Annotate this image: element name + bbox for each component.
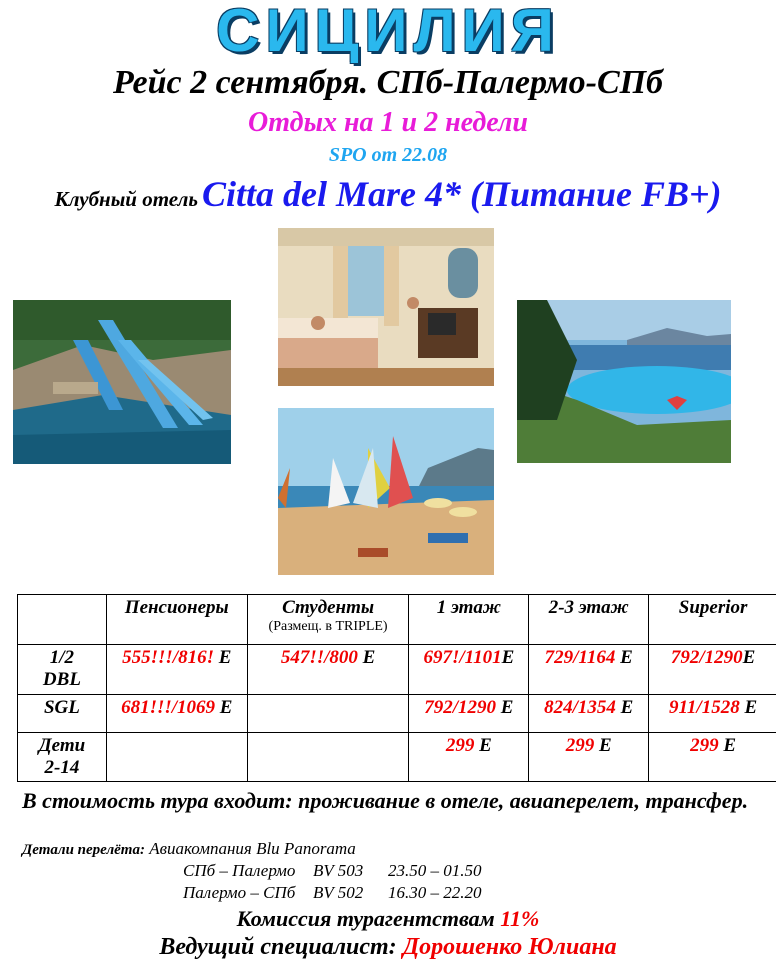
price-value: 681!!!/1069 xyxy=(121,697,216,718)
price-cell xyxy=(106,645,247,695)
price-cell xyxy=(409,733,529,782)
currency: E xyxy=(496,697,514,718)
price-value: 299 xyxy=(690,735,719,756)
flight-heading: Рейс 2 сентября. СПб-Палермо-СПб xyxy=(112,64,664,101)
price-cell xyxy=(247,695,409,733)
students-header: Студенты xyxy=(282,597,375,618)
price-cell xyxy=(649,645,776,695)
specialist xyxy=(0,932,776,962)
currency: E xyxy=(215,697,233,718)
row-label xyxy=(18,645,107,695)
hotel-room-photo xyxy=(278,228,494,386)
tour-includes: В стоимость тура входит: проживание в отеле, авиаперелет, трансфер. xyxy=(22,788,749,813)
currency: E xyxy=(357,647,376,668)
currency: E xyxy=(474,735,492,756)
table-header-cell: 2-3 этаж xyxy=(529,595,649,645)
price-value: 911/1528 xyxy=(668,697,740,718)
flight-route: Палермо – СПб xyxy=(183,883,296,902)
airline: Авиакомпания Blu Panorama xyxy=(149,839,356,858)
currency: E xyxy=(594,735,612,756)
page-title: СИЦИЛИЯ xyxy=(216,0,560,64)
currency: E xyxy=(213,647,232,668)
price-cell xyxy=(247,733,409,782)
row-label xyxy=(18,695,107,733)
flight-code: BV 503 xyxy=(313,861,364,880)
price-cell xyxy=(529,645,649,695)
beach-photo xyxy=(278,408,494,575)
flight-details-label: Детали перелёта: xyxy=(22,842,145,858)
price-value: 824/1354 xyxy=(544,697,616,718)
row-label-line: 1/2 xyxy=(49,647,75,668)
table-header-row xyxy=(18,595,776,645)
hotel-name: Citta del Mare 4* (Питание FB+) xyxy=(201,174,722,214)
commission xyxy=(0,905,776,933)
price-cell xyxy=(106,733,247,782)
commission-label: Комиссия турагентствам xyxy=(236,906,501,931)
spo-note: SPO от 22.08 xyxy=(328,144,448,166)
price-value: 299 xyxy=(445,735,475,756)
price-cell xyxy=(409,645,529,695)
price-cell xyxy=(247,645,409,695)
flight-code: BV 502 xyxy=(313,883,364,902)
row-label-line: Дети xyxy=(38,735,86,756)
table-header-cell: Пенсионеры xyxy=(106,595,247,645)
price-value: 299 xyxy=(565,735,595,756)
table-row xyxy=(18,733,776,782)
hotel-heading xyxy=(0,172,776,224)
table-header-cell: 1 этаж xyxy=(409,595,529,645)
price-value: 547!!/800 xyxy=(280,647,358,668)
row-label-line: SGL xyxy=(43,697,80,718)
currency: E xyxy=(739,697,758,718)
price-value: 729/1164 xyxy=(544,647,616,668)
row-label-line: 2-14 xyxy=(44,757,80,778)
specialist-label: Ведущий специалист: xyxy=(159,934,403,960)
flight-row xyxy=(183,882,482,904)
currency: E xyxy=(501,647,515,668)
currency: E xyxy=(615,647,633,668)
price-cell xyxy=(529,695,649,733)
flight-row xyxy=(183,860,482,882)
flight-route: СПб – Палермо xyxy=(183,861,296,880)
rest-duration: Отдых на 1 и 2 недели xyxy=(248,107,528,138)
row-label-line: DBL xyxy=(42,669,81,690)
table-row xyxy=(18,695,776,733)
price-value: 555!!!/816! xyxy=(122,647,214,668)
water-slides-photo xyxy=(13,300,231,464)
students-note: (Размещ. в TRIPLE) xyxy=(268,619,388,634)
price-table xyxy=(17,594,776,782)
price-cell xyxy=(529,733,649,782)
price-value: 697!/1101 xyxy=(423,647,502,668)
hotel-prefix: Клубный отель xyxy=(54,187,198,211)
price-cell xyxy=(409,695,529,733)
price-value: 792/1290 xyxy=(670,647,743,668)
pool-photo xyxy=(517,300,731,463)
price-cell xyxy=(649,695,776,733)
table-header-cell xyxy=(18,595,107,645)
row-label xyxy=(18,733,107,782)
flight-details xyxy=(22,838,356,861)
price-value: 792/1290 xyxy=(424,697,497,718)
table-header-cell: Superior xyxy=(649,595,776,645)
flight-time: 23.50 – 01.50 xyxy=(388,861,482,880)
flight-time: 16.30 – 22.20 xyxy=(388,883,482,902)
table-row xyxy=(18,645,776,695)
price-cell xyxy=(649,733,776,782)
currency: E xyxy=(742,647,756,668)
price-cell xyxy=(106,695,247,733)
commission-value: 11% xyxy=(500,906,540,931)
currency: E xyxy=(615,697,634,718)
specialist-name: Дорошенко Юлиана xyxy=(402,934,617,960)
currency: E xyxy=(718,735,737,756)
table-header-cell xyxy=(247,595,409,645)
